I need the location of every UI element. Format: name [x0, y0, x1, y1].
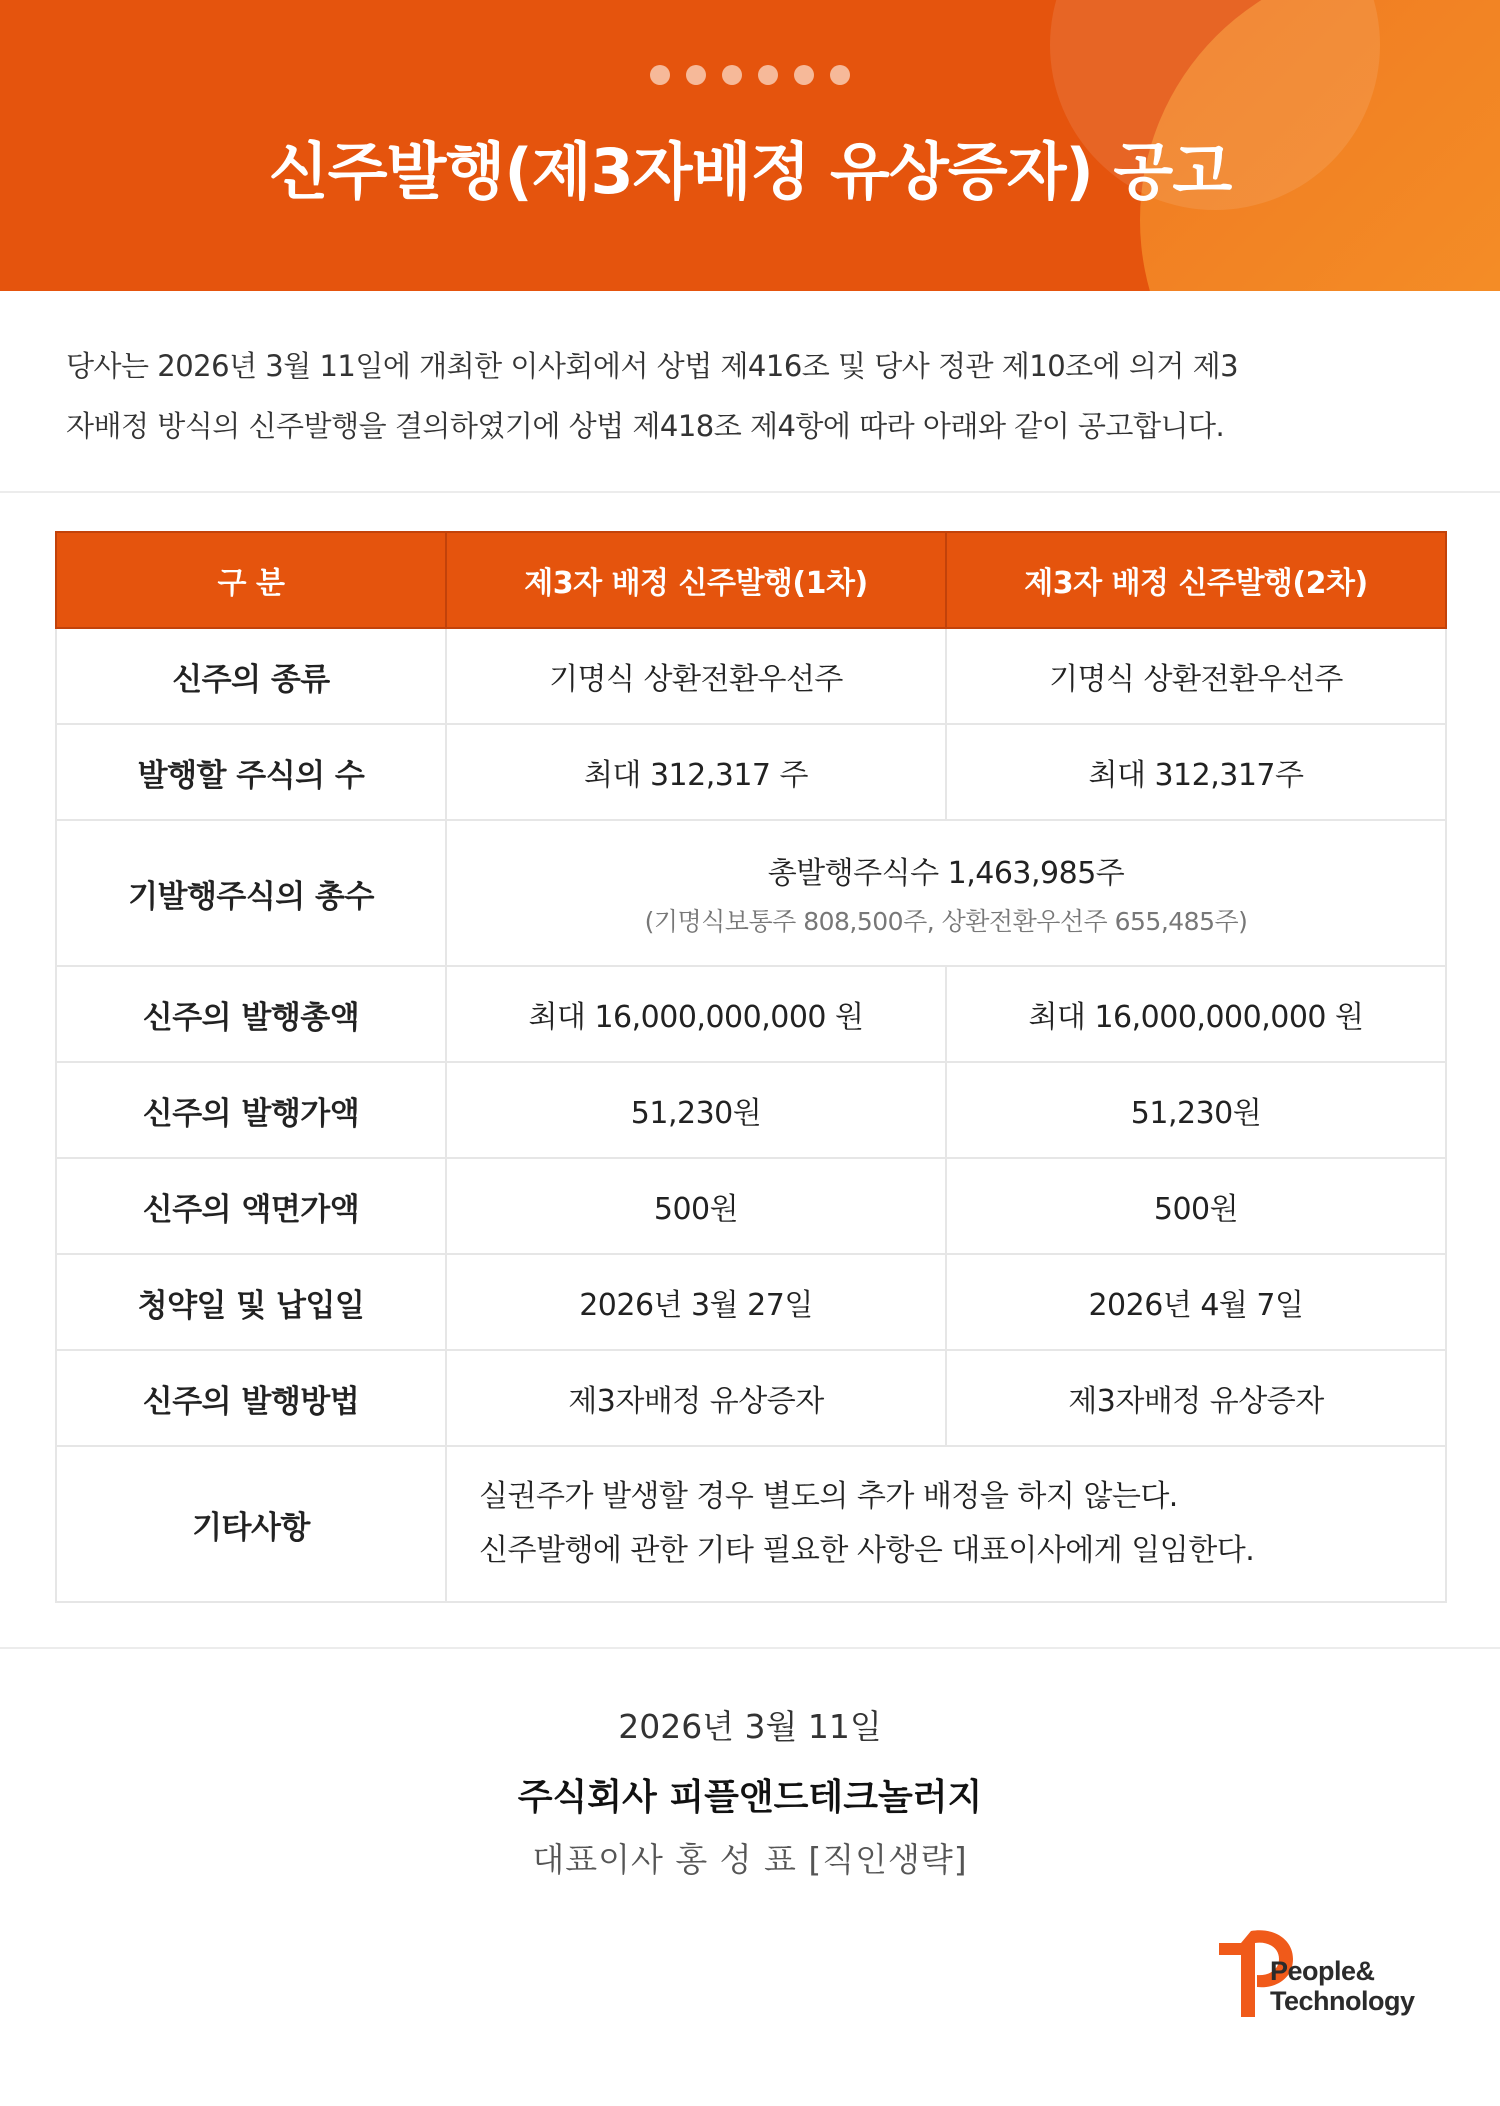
logo-line: Technology: [1270, 1986, 1415, 2016]
total-shares-text: 총발행주식수 1,463,985주: [767, 856, 1125, 891]
cell-value: 기명식 상환전환우선주: [946, 628, 1446, 724]
cell-value: 최대 16,000,000,000 원: [946, 966, 1446, 1062]
cell-value-merged: [446, 820, 1446, 966]
company-name: 주식회사 피플앤드테크놀러지: [517, 1777, 983, 1818]
row-label: 신주의 발행방법: [56, 1350, 446, 1446]
column-header: 구 분: [56, 532, 446, 628]
table-row: [56, 628, 1446, 724]
cell-value-merged: [446, 1446, 1446, 1602]
table-row: [56, 724, 1446, 820]
table-row: [56, 820, 1446, 966]
dot: [686, 65, 706, 85]
dot: [830, 65, 850, 85]
row-label: 신주의 종류: [56, 628, 446, 724]
etc-line: 신주발행에 관한 기타 필요한 사항은 대표이사에게 일임한다.: [479, 1533, 1255, 1568]
total-shares-breakdown: (기명식보통주 808,500주, 상환전환우선주 655,485주): [644, 907, 1248, 936]
cell-value: 2026년 3월 27일: [446, 1254, 946, 1350]
row-label: 신주의 액면가액: [56, 1158, 446, 1254]
dot: [650, 65, 670, 85]
cell-value: 500원: [446, 1158, 946, 1254]
row-label: 신주의 발행가액: [56, 1062, 446, 1158]
table-row: [56, 1350, 1446, 1446]
cell-value: 51,230원: [946, 1062, 1446, 1158]
ceo-signature: 대표이사 홍 성 표 [직인생략]: [532, 1840, 968, 1879]
divider: [0, 1647, 1500, 1649]
cell-value: 500원: [946, 1158, 1446, 1254]
cell-value: 제3자배정 유상증자: [446, 1350, 946, 1446]
etc-line: 실권주가 발생할 경우 별도의 추가 배정을 하지 않는다.: [479, 1479, 1178, 1514]
intro-line: 자배정 방식의 신주발행을 결의하였기에 상법 제418조 제4항에 따라 아래와 같이 공고합니다.: [66, 409, 1225, 443]
table-row: [56, 1446, 1446, 1602]
cell-value: 2026년 4월 7일: [946, 1254, 1446, 1350]
notice-date: 2026년 3월 11일: [618, 1707, 882, 1746]
decorative-dots: [0, 65, 1500, 85]
logo-line: People&: [1270, 1956, 1375, 1986]
header-banner: [0, 0, 1500, 291]
table-row: [56, 1254, 1446, 1350]
dot: [794, 65, 814, 85]
row-label: 발행할 주식의 수: [56, 724, 446, 820]
table-header-row: [56, 532, 1446, 628]
row-label: 기타사항: [56, 1446, 446, 1602]
row-label: 신주의 발행총액: [56, 966, 446, 1062]
cell-value: 최대 312,317주: [946, 724, 1446, 820]
logo-wordmark: [1270, 1956, 1415, 2016]
column-header: 제3자 배정 신주발행(2차): [946, 532, 1446, 628]
cell-value: 기명식 상환전환우선주: [446, 628, 946, 724]
row-label: 기발행주식의 총수: [56, 820, 446, 966]
cell-value: 최대 312,317 주: [446, 724, 946, 820]
table-row: [56, 1158, 1446, 1254]
cell-value: 최대 16,000,000,000 원: [446, 966, 946, 1062]
cell-value: 51,230원: [446, 1062, 946, 1158]
divider: [0, 491, 1500, 493]
table-row: [56, 1062, 1446, 1158]
dot: [758, 65, 778, 85]
notice-table: [55, 531, 1447, 1603]
intro-line: 당사는 2026년 3월 11일에 개최한 이사회에서 상법 제416조 및 당사 정관 제10조에 의거 제3: [66, 349, 1239, 383]
row-label: 청약일 및 납입일: [56, 1254, 446, 1350]
intro-paragraph: [66, 336, 1446, 456]
cell-value: 제3자배정 유상증자: [946, 1350, 1446, 1446]
table-row: [56, 966, 1446, 1062]
page-title: 신주발행(제3자배정 유상증자) 공고: [268, 135, 1232, 208]
dot: [722, 65, 742, 85]
column-header: 제3자 배정 신주발행(1차): [446, 532, 946, 628]
